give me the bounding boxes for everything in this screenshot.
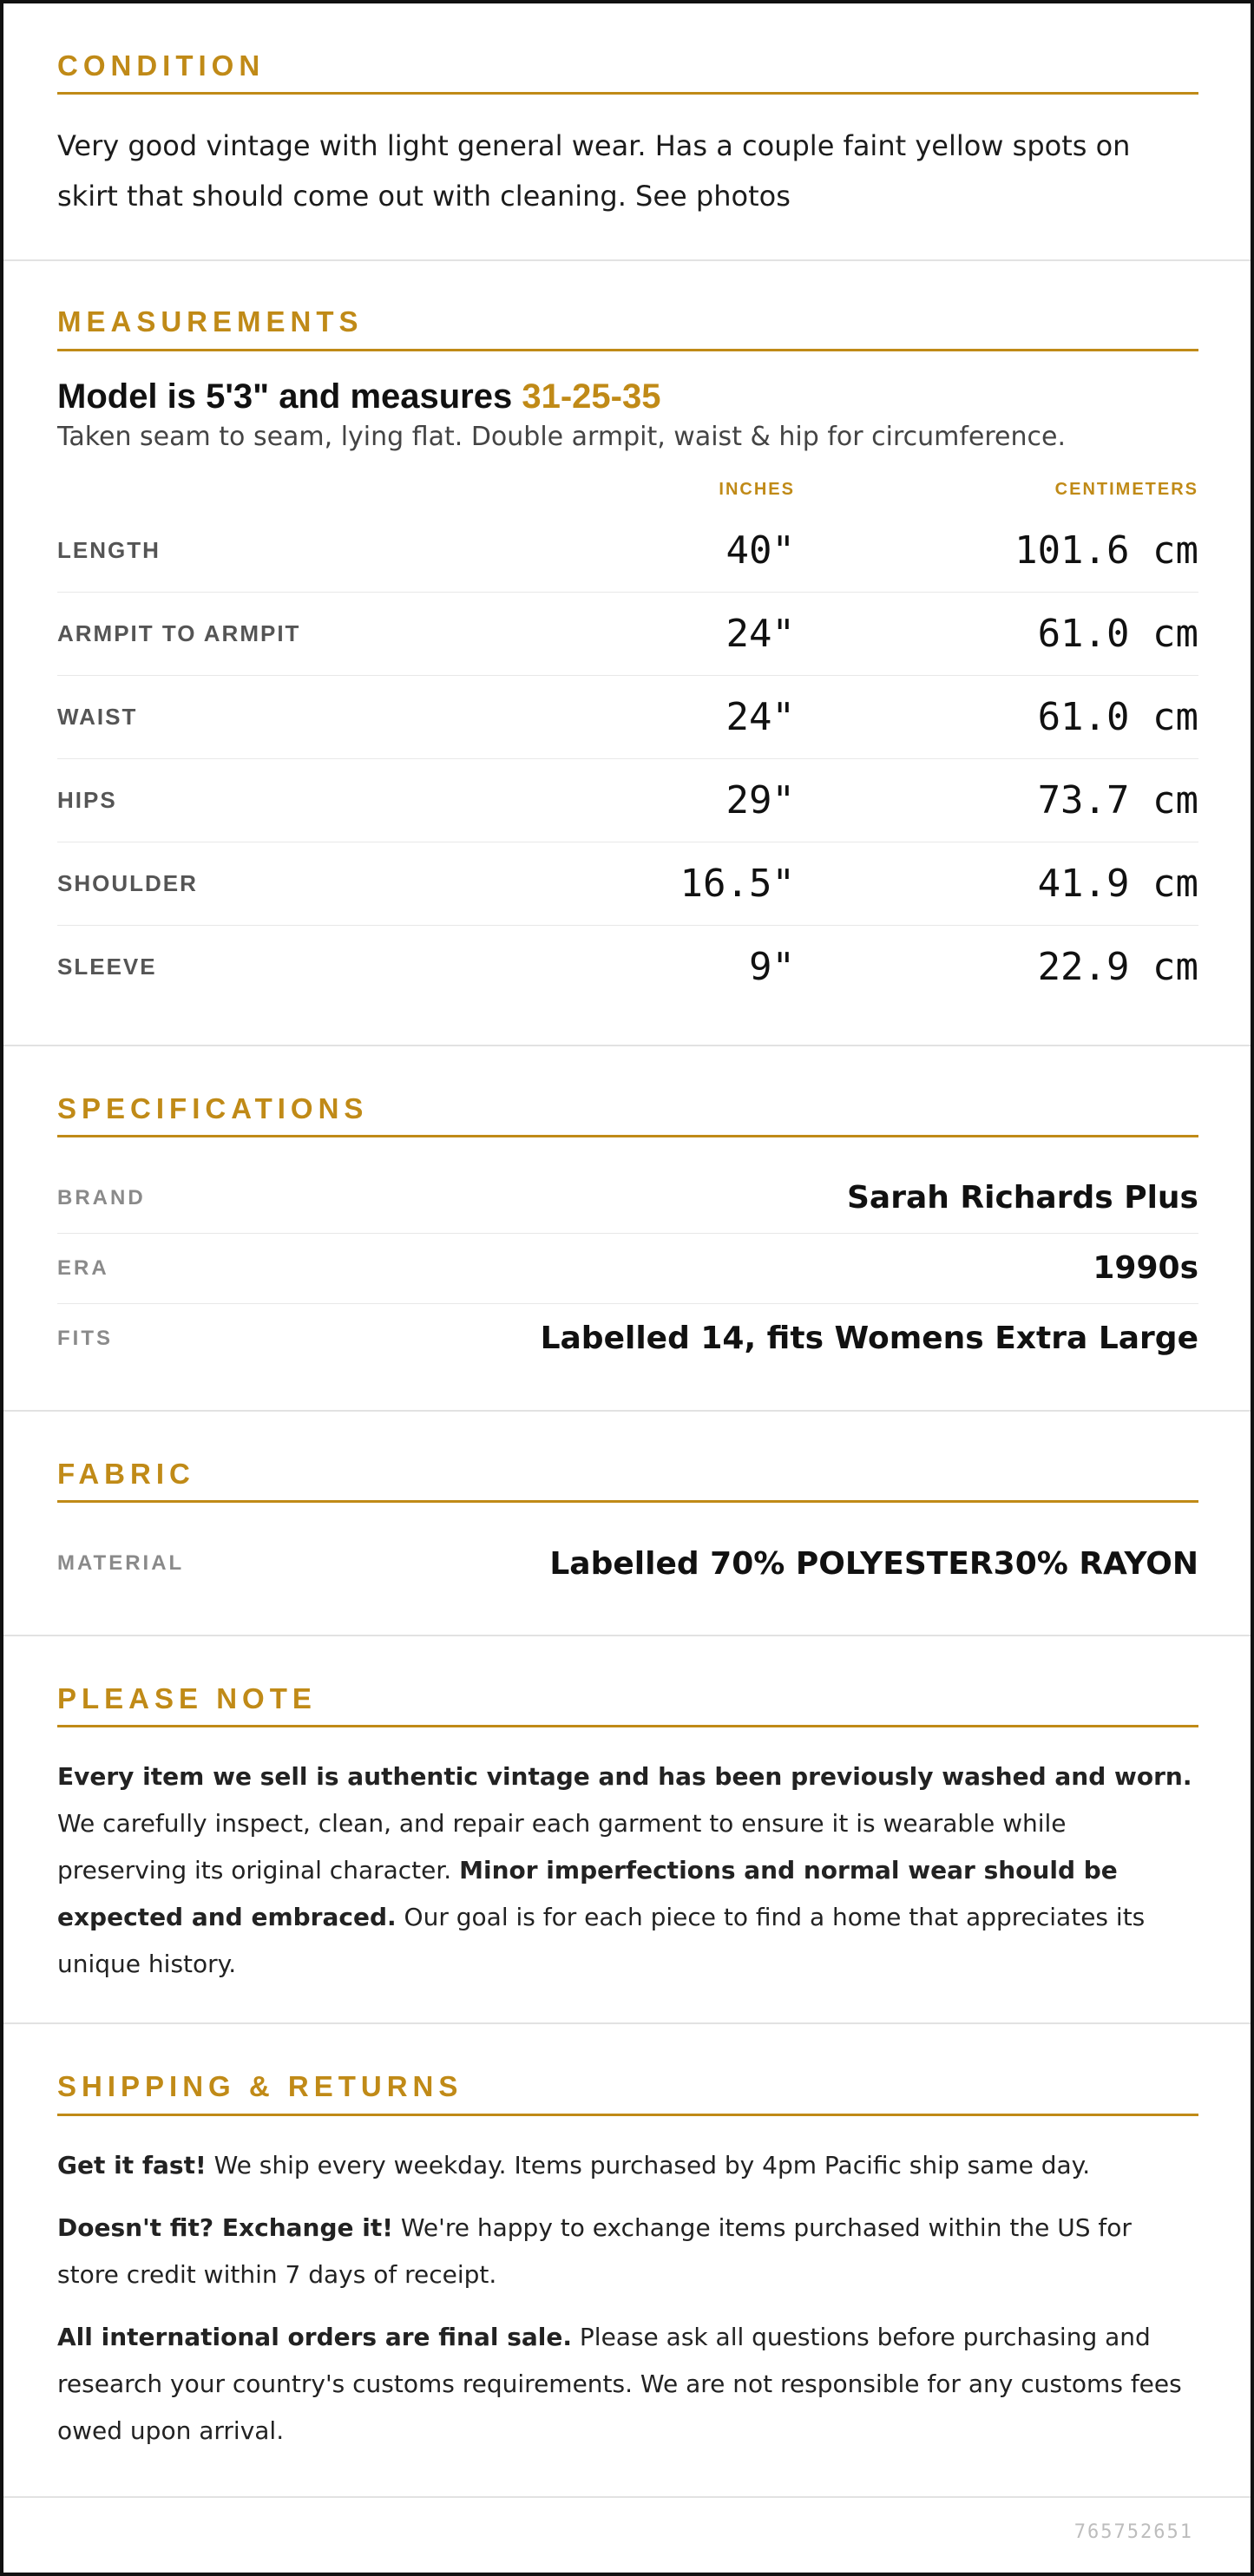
measurement-cm: 61.0 cm [1037,611,1198,656]
fabric-title: FABRIC [57,1458,1198,1503]
spec-row [57,1163,1198,1234]
measurement-label: SLEEVE [57,953,157,980]
measurement-cm: 41.9 cm [1037,861,1198,906]
specifications-list [57,1163,1198,1373]
condition-title: CONDITION [57,50,1198,95]
please-note-title: PLEASE NOTE [57,1683,1198,1727]
measurement-row [57,593,1198,676]
please-note-section [3,1636,1251,2024]
measurement-inches: 40" [725,528,795,573]
shipping-title: SHIPPING & RETURNS [57,2071,1198,2115]
measurement-note: Taken seam to seam, lying flat. Double armpit, waist & hip for circumference. [57,421,1067,452]
measurement-row [57,926,1198,1008]
condition-section [3,3,1251,261]
spec-label: BRAND [57,1185,146,1209]
measurement-label: SHOULDER [57,869,198,896]
measurement-label: HIPS [57,786,117,813]
please-note-bold-2: Minor imperfections and normal wear should be expected and embraced. [57,1856,1118,1932]
shipping-text: We ship every weekday. Items purchased by 4pm Pacific ship same day. [206,2150,1091,2179]
measurements-section [3,261,1251,1045]
measurement-label: ARMPIT TO ARMPIT [57,619,301,646]
measurement-row [57,676,1198,759]
spec-label: FITS [57,1326,113,1350]
centimeters-header: CENTIMETERS [1054,480,1198,500]
model-prefix: Model is 5'3" and measures [57,377,522,416]
spec-label: ERA [57,1255,109,1280]
shipping-body [57,2142,1198,2455]
fabric-section [3,1412,1251,1636]
measurement-inches: 9" [749,944,795,989]
measurement-cm: 73.7 cm [1037,777,1198,823]
measurement-inches: 29" [725,777,795,823]
measurement-row [57,842,1198,926]
international-paragraph [57,2314,1198,2455]
spec-value: 1990s [1093,1250,1198,1287]
measurement-label: LENGTH [57,536,161,563]
measurement-cm: 101.6 cm [1014,528,1198,573]
footer-id: 765752651 [1073,2521,1193,2544]
measurement-row [57,759,1198,842]
fabric-row [57,1529,1198,1598]
specifications-title: SPECIFICATIONS [57,1093,1198,1137]
measurement-row [57,509,1198,593]
please-note-text-2: Our goal is for each piece to find a home that appreciates its unique history. [57,1903,1146,1979]
model-measures: 31-25-35 [522,377,661,416]
please-note-bold-1: Every item we sell is authentic vintage and has been previously washed and worn. [57,1762,1192,1792]
measurement-cm: 22.9 cm [1037,944,1198,989]
exchange-paragraph [57,2205,1198,2298]
spec-row [57,1234,1198,1304]
exchange-bold: Doesn't fit? Exchange it! [57,2212,393,2242]
please-note-text [57,1753,1198,1988]
inches-header: INCHES [719,480,795,500]
fabric-value: Labelled 70% POLYESTER30% RAYON [549,1545,1198,1582]
measurements-title: MEASUREMENTS [57,306,1198,351]
measurement-inches: 16.5" [680,861,795,906]
spec-value: Sarah Richards Plus [846,1180,1198,1216]
condition-text: Very good vintage with light general wear. Has a couple faint yellow spots on skirt that should come out with cleaning. See photos [57,129,1131,213]
measurement-inches: 24" [725,611,795,656]
measurement-cm: 61.0 cm [1037,694,1198,739]
shipping-bold: Get it fast! [57,2150,207,2179]
fabric-label: MATERIAL [57,1551,185,1576]
measurement-inches: 24" [725,694,795,739]
exchange-text: We're happy to exchange items purchased within the US for store credit within 7 days of receipt. [57,2212,1132,2289]
international-bold: All international orders are final sale. [57,2322,573,2351]
model-line [57,377,1198,416]
measurement-label: WAIST [57,703,138,730]
shipping-section [3,2024,1251,2497]
spec-row [57,1304,1198,1373]
spec-value: Labelled 14, fits Womens Extra Large [540,1321,1198,1357]
international-text: Please ask all questions before purchasing and research your country's customs requirements. We are not responsible for any customs fees owed upon arrival. [57,2322,1182,2445]
shipping-paragraph [57,2142,1198,2189]
measurement-table [57,509,1198,1008]
specifications-section [3,1046,1251,1412]
please-note-text-1: We carefully inspect, clean, and repair each garment to ensure it is wearable while preserving its original character. [57,1809,1067,1885]
measurement-table-header [57,471,1198,509]
